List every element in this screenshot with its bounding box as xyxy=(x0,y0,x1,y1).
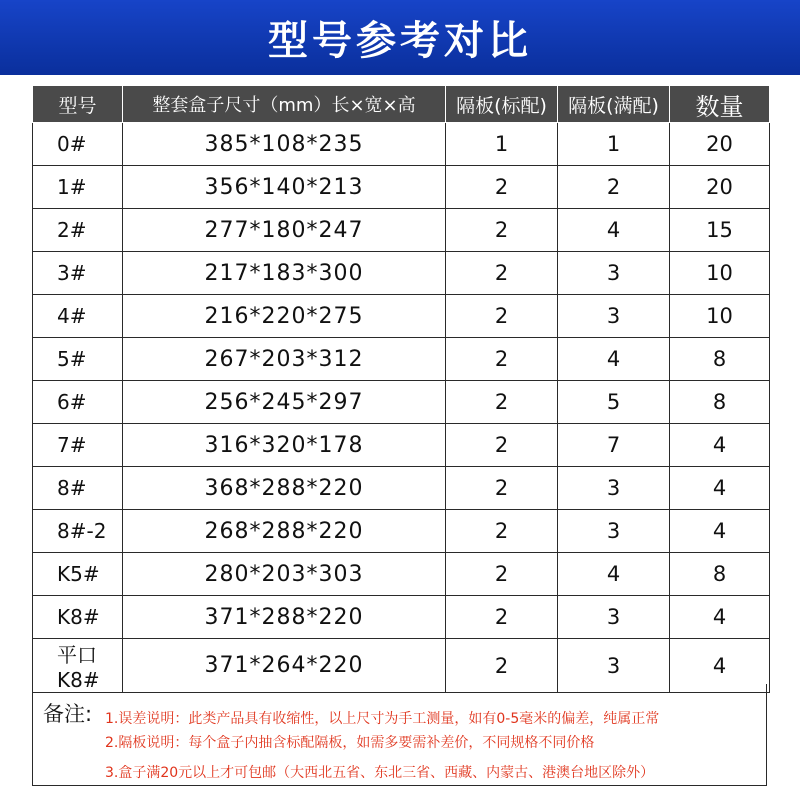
title-banner xyxy=(0,0,800,75)
quantity-cell: 8 xyxy=(670,338,770,381)
size-cell: 280*203*303 xyxy=(123,553,446,596)
quantity-cell: 15 xyxy=(670,209,770,252)
model-cell: 5# xyxy=(33,338,123,381)
model-cell: 0# xyxy=(33,123,123,166)
quantity-cell: 8 xyxy=(670,553,770,596)
column-header-divider-full: 隔板(满配) xyxy=(558,86,670,123)
size-cell: 356*140*213 xyxy=(123,166,446,209)
quantity-cell: 20 xyxy=(670,123,770,166)
size-cell: 316*320*178 xyxy=(123,424,446,467)
divider-full-cell: 5 xyxy=(558,381,670,424)
divider-standard-cell: 2 xyxy=(446,639,558,693)
table-row xyxy=(33,295,770,338)
quantity-cell: 4 xyxy=(670,510,770,553)
notes-panel xyxy=(32,684,767,786)
table-row xyxy=(33,424,770,467)
divider-standard-cell: 2 xyxy=(446,381,558,424)
quantity-cell: 4 xyxy=(670,424,770,467)
quantity-cell: 4 xyxy=(670,639,770,693)
spec-table xyxy=(32,85,770,693)
size-cell: 371*264*220 xyxy=(123,639,446,693)
table-header-row xyxy=(33,86,770,123)
model-cell: 2# xyxy=(33,209,123,252)
size-cell: 277*180*247 xyxy=(123,209,446,252)
model-cell: K8# xyxy=(33,596,123,639)
divider-full-cell: 3 xyxy=(558,295,670,338)
divider-standard-cell: 2 xyxy=(446,424,558,467)
quantity-cell: 4 xyxy=(670,596,770,639)
divider-full-cell: 4 xyxy=(558,338,670,381)
table-row xyxy=(33,510,770,553)
divider-standard-cell: 1 xyxy=(446,123,558,166)
size-cell: 385*108*235 xyxy=(123,123,446,166)
model-cell: 1# xyxy=(33,166,123,209)
size-cell: 268*288*220 xyxy=(123,510,446,553)
size-cell: 371*288*220 xyxy=(123,596,446,639)
divider-full-cell: 3 xyxy=(558,510,670,553)
table-row xyxy=(33,209,770,252)
table-row xyxy=(33,596,770,639)
column-header-quantity: 数量 xyxy=(670,86,770,123)
divider-standard-cell: 2 xyxy=(446,166,558,209)
divider-standard-cell: 2 xyxy=(446,252,558,295)
note-line-error: 1.误差说明：此类产品具有收缩性，以上尺寸为手工测量，如有0-5毫米的偏差，纯属正常 xyxy=(105,711,660,727)
quantity-cell: 4 xyxy=(670,467,770,510)
note-line-shipping: 3.盒子满20元以上才可包邮（大西北五省、东北三省、西藏、内蒙古、港澳台地区除外） xyxy=(105,765,655,781)
notes-label: 备注: xyxy=(43,702,93,726)
size-cell: 368*288*220 xyxy=(123,467,446,510)
model-cell: K5# xyxy=(33,553,123,596)
divider-full-cell: 3 xyxy=(558,467,670,510)
spec-table-container xyxy=(32,85,769,693)
column-header-size: 整套盒子尺寸（mm）长×宽×高 xyxy=(123,86,446,123)
table-row xyxy=(33,252,770,295)
table-row xyxy=(33,467,770,510)
model-cell: 7# xyxy=(33,424,123,467)
divider-full-cell: 3 xyxy=(558,639,670,693)
model-cell: 4# xyxy=(33,295,123,338)
divider-full-cell: 3 xyxy=(558,596,670,639)
table-row xyxy=(33,381,770,424)
table-row xyxy=(33,166,770,209)
page-title: 型号参考对比 xyxy=(268,18,532,64)
size-cell: 267*203*312 xyxy=(123,338,446,381)
size-cell: 256*245*297 xyxy=(123,381,446,424)
size-cell: 217*183*300 xyxy=(123,252,446,295)
divider-full-cell: 3 xyxy=(558,252,670,295)
model-cell: 8#-2 xyxy=(33,510,123,553)
model-cell: 8# xyxy=(33,467,123,510)
model-cell: 平口K8# xyxy=(33,639,123,693)
divider-full-cell: 7 xyxy=(558,424,670,467)
divider-standard-cell: 2 xyxy=(446,338,558,381)
divider-standard-cell: 2 xyxy=(446,467,558,510)
table-row xyxy=(33,123,770,166)
divider-full-cell: 4 xyxy=(558,553,670,596)
divider-full-cell: 1 xyxy=(558,123,670,166)
size-cell: 216*220*275 xyxy=(123,295,446,338)
note-line-divider: 2.隔板说明：每个盒子内抽含标配隔板，如需多要需补差价，不同规格不同价格 xyxy=(105,735,595,751)
table-row xyxy=(33,553,770,596)
divider-full-cell: 4 xyxy=(558,209,670,252)
column-header-model: 型号 xyxy=(33,86,123,123)
quantity-cell: 10 xyxy=(670,295,770,338)
table-row xyxy=(33,338,770,381)
divider-standard-cell: 2 xyxy=(446,510,558,553)
divider-standard-cell: 2 xyxy=(446,209,558,252)
divider-standard-cell: 2 xyxy=(446,295,558,338)
divider-standard-cell: 2 xyxy=(446,553,558,596)
quantity-cell: 10 xyxy=(670,252,770,295)
model-cell: 6# xyxy=(33,381,123,424)
quantity-cell: 8 xyxy=(670,381,770,424)
column-header-divider-standard: 隔板(标配) xyxy=(446,86,558,123)
model-cell: 3# xyxy=(33,252,123,295)
divider-standard-cell: 2 xyxy=(446,596,558,639)
quantity-cell: 20 xyxy=(670,166,770,209)
divider-full-cell: 2 xyxy=(558,166,670,209)
